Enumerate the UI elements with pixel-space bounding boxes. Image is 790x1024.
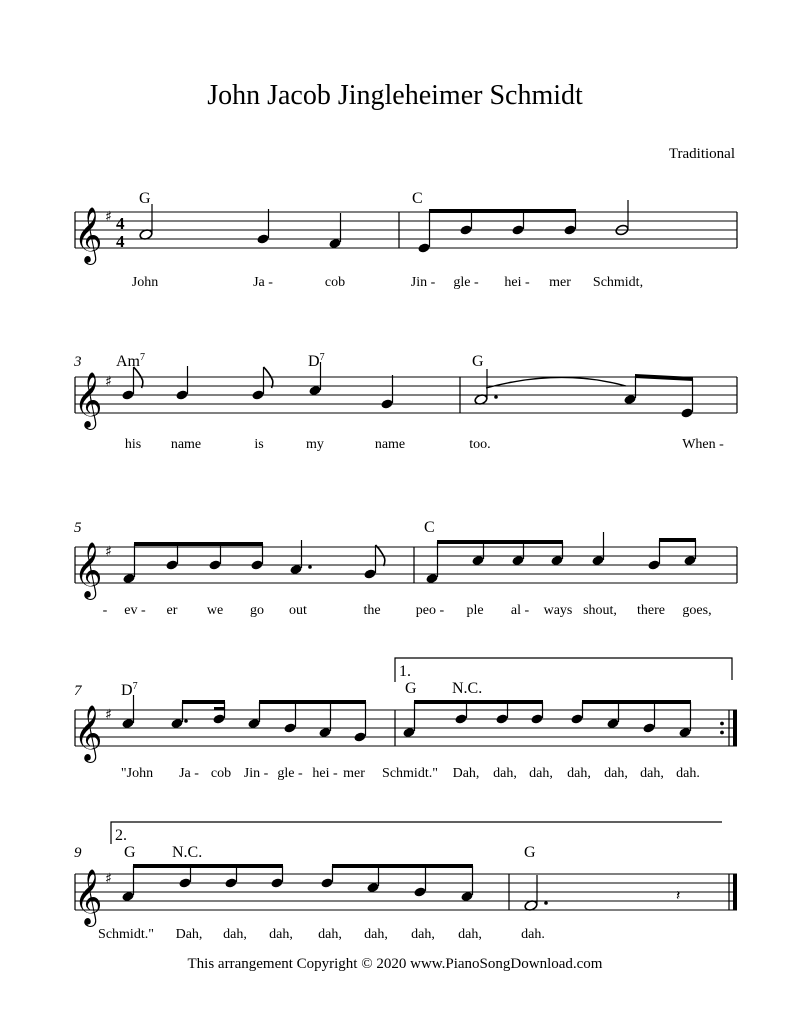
treble-clef-icon: 𝄞	[74, 869, 103, 925]
lyric-syllable: gle -	[453, 275, 479, 290]
lyric-syllable: When -	[682, 437, 724, 452]
lyric-syllable: out	[289, 603, 307, 618]
lyric-syllable: hei -	[312, 766, 338, 781]
chord-symbol: G	[405, 680, 417, 697]
lyrics-line	[132, 275, 643, 290]
note-eighth-c5	[121, 367, 142, 401]
treble-clef-icon: 𝄞	[74, 372, 103, 428]
key-signature-sharp-icon: ♯	[105, 707, 112, 723]
staff-lines	[75, 377, 737, 413]
lyric-syllable: name	[374, 437, 406, 452]
song-title: John Jacob Jingleheimer Schmidt	[207, 80, 583, 111]
note-quarter-g4	[328, 213, 341, 249]
ending-label: 2.	[115, 827, 127, 844]
lyric-syllable: dah,	[567, 766, 591, 781]
lyric-syllable: dah,	[318, 927, 342, 942]
lyric-syllable: mer	[343, 766, 365, 781]
lyric-syllable: dah,	[269, 927, 293, 942]
lyric-syllable: too.	[469, 437, 491, 452]
lyric-syllable: ev -	[124, 603, 146, 618]
staff-lines	[75, 874, 737, 910]
lyric-syllable: peo -	[415, 603, 445, 618]
chord-symbol: N.C.	[172, 844, 203, 861]
chord-symbol: G	[139, 190, 151, 207]
note-quarter-d5	[121, 695, 134, 729]
system-1	[74, 190, 737, 290]
lyric-syllable: dah,	[364, 927, 388, 942]
lyric-syllable: al -	[510, 603, 530, 618]
second-ending-bracket	[111, 822, 722, 844]
lyric-syllable: we	[206, 603, 224, 618]
quarter-rest-icon: 𝄽	[676, 888, 681, 904]
lyric-syllable: Schmidt."	[382, 766, 438, 781]
lyric-syllable: er	[166, 603, 178, 618]
lyric-syllable: dah,	[458, 927, 482, 942]
note-dotted-half-g4	[524, 875, 548, 911]
treble-clef-icon: 𝄞	[74, 207, 103, 263]
chord-symbol: C	[412, 190, 423, 207]
key-signature-sharp-icon: ♯	[105, 209, 112, 225]
first-ending-bracket	[395, 658, 732, 682]
lyric-syllable: Dah,	[175, 927, 203, 942]
lyric-syllable: dah,	[223, 927, 247, 942]
note-dotted-quarter-b4	[289, 540, 311, 575]
lyric-syllable: Schmidt."	[98, 927, 154, 942]
lyric-syllable: dah,	[493, 766, 517, 781]
beamed-eighth-notes	[417, 209, 576, 254]
lyric-syllable: ways	[543, 603, 573, 618]
lyric-syllable: dah.	[521, 927, 545, 942]
lyric-syllable: Schmidt,	[592, 275, 644, 290]
composer-credit: Traditional	[668, 146, 735, 162]
lyric-syllable: Ja -	[179, 766, 199, 781]
lyric-syllable: cob	[324, 275, 346, 290]
chord-symbol: C	[424, 519, 435, 536]
staff-lines	[75, 710, 737, 746]
lyrics-line	[121, 766, 700, 781]
lyric-syllable: dah.	[676, 766, 700, 781]
chord-symbol: G	[124, 844, 136, 861]
key-signature-sharp-icon: ♯	[105, 544, 112, 560]
lyric-syllable: cob	[210, 766, 232, 781]
measure-number: 3	[74, 354, 82, 370]
lyric-syllable: Jin -	[410, 275, 436, 290]
lyric-syllable: my	[306, 437, 324, 452]
lyric-syllable: Dah,	[452, 766, 480, 781]
treble-clef-icon: 𝄞	[74, 542, 103, 598]
note-quarter-a4	[256, 209, 269, 245]
measure-number: 7	[74, 683, 82, 699]
lyric-syllable: is	[254, 437, 264, 452]
note-half-c5	[615, 200, 629, 236]
lyric-syllable: mer	[549, 275, 571, 290]
lyric-syllable: hei -	[504, 275, 530, 290]
dotted-eighth-sixteenth-pair	[170, 700, 225, 729]
note-quarter-c5	[175, 366, 188, 401]
chord-symbol: G	[472, 353, 484, 370]
lyric-syllable: gle -	[277, 766, 303, 781]
lyric-syllable: goes,	[682, 603, 712, 618]
measure-number: 9	[74, 845, 82, 861]
lyric-syllable: dah,	[529, 766, 553, 781]
key-signature-sharp-icon: ♯	[105, 374, 112, 390]
lyric-syllable: dah,	[411, 927, 435, 942]
staff-lines	[75, 212, 737, 248]
chord-symbol: $D^7$	[121, 681, 138, 699]
lyric-syllable: there	[637, 603, 665, 618]
lyric-syllable: the	[363, 603, 381, 618]
lyrics-line	[125, 437, 724, 452]
chord-symbol: Am$^7$	[116, 352, 145, 370]
lyric-syllable: "John	[120, 766, 154, 781]
system-2	[73, 352, 737, 452]
ending-label: 1.	[399, 663, 411, 680]
lyric-syllable: dah,	[604, 766, 628, 781]
note-half-b4	[139, 204, 153, 240]
lyric-hyphen: -	[102, 603, 108, 618]
time-signature-bottom: 4	[116, 232, 125, 251]
system-5	[74, 822, 737, 942]
lyric-syllable: Jin -	[243, 766, 269, 781]
lyric-syllable: John	[131, 275, 159, 290]
system-4	[74, 658, 737, 781]
lyrics-line	[103, 603, 712, 618]
key-signature-sharp-icon: ♯	[105, 871, 112, 887]
beamed-eighth-notes	[647, 538, 696, 571]
chord-symbol: G	[524, 844, 536, 861]
treble-clef-icon: 𝄞	[74, 705, 103, 761]
note-eighth-c5	[251, 367, 272, 401]
chord-symbol: $D^7$	[308, 352, 325, 370]
note-quarter-c5	[591, 532, 604, 566]
lyric-syllable: name	[170, 437, 202, 452]
system-3	[74, 519, 737, 618]
beamed-eighth-notes	[247, 700, 366, 743]
lyric-syllable: his	[124, 437, 142, 452]
copyright-footer: This arrangement Copyright © 2020 www.PianoSongDownload.com	[187, 956, 603, 972]
measure-number: 5	[74, 520, 82, 536]
lyric-syllable: dah,	[640, 766, 664, 781]
time-signature-top: 4	[116, 214, 125, 233]
note-quarter-a4	[380, 375, 393, 410]
lyric-syllable: ple	[466, 603, 484, 618]
beamed-eighth-notes	[122, 542, 263, 584]
note-dotted-half-b4	[474, 369, 498, 405]
beamed-eighth-notes	[623, 374, 693, 419]
lyric-syllable: go	[250, 603, 264, 618]
lyric-syllable: Ja -	[253, 275, 273, 290]
chord-symbol: N.C.	[452, 680, 483, 697]
lyric-syllable: shout,	[583, 603, 617, 618]
lyrics-line	[98, 927, 545, 942]
